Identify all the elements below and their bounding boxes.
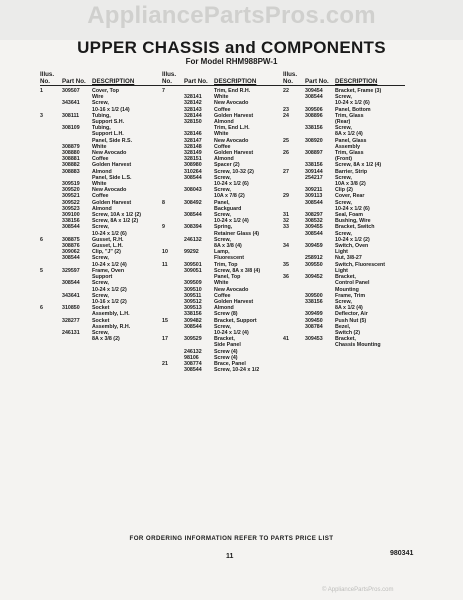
part-no xyxy=(62,336,92,342)
illus-no: 22 xyxy=(283,88,289,94)
description: Golden Harvest xyxy=(92,199,132,206)
part-no: 328144 xyxy=(184,112,202,119)
part-no: 309521 xyxy=(62,193,80,200)
document-code: 980341 xyxy=(390,550,414,557)
part-no: 308920 xyxy=(305,137,323,144)
description: 10-16 x 1/2 (2) xyxy=(92,298,127,305)
description: Push Nut (5) xyxy=(335,317,367,324)
part-no: 338156 xyxy=(305,125,323,132)
description: Screw, xyxy=(92,280,109,287)
description: 10-24 x 1/2 (2) xyxy=(335,236,370,243)
description: 8A x 1/2 (4) xyxy=(335,305,363,312)
illus-no: 1 xyxy=(40,88,43,94)
part-no: 308544 xyxy=(62,255,80,262)
parts-rows xyxy=(40,88,168,342)
description: 8A x 3/8 (2) xyxy=(92,336,120,343)
description: Golden Harvest xyxy=(92,162,132,169)
description: Mounting xyxy=(335,286,359,293)
description: Bracket, Frame (3) xyxy=(335,88,382,94)
column-header xyxy=(283,70,405,86)
part-no: 328148 xyxy=(184,143,202,150)
part-no: 310850 xyxy=(62,305,80,312)
part-row xyxy=(283,342,405,348)
part-no: 308544 xyxy=(305,199,323,206)
description: Golden Harvest xyxy=(214,112,254,119)
description: Golden Harvest xyxy=(214,150,254,157)
description: Support S.H. xyxy=(92,119,125,126)
description: Screw, xyxy=(335,230,352,237)
description: Screw, xyxy=(92,224,109,231)
illus-no: 27 xyxy=(283,168,289,175)
illus-no: 6 xyxy=(40,236,43,243)
part-row xyxy=(40,336,168,342)
description: New Avocado xyxy=(214,286,249,293)
description: Deflector, Air xyxy=(335,311,368,318)
illus-no: 17 xyxy=(162,336,168,343)
part-no: 343641 xyxy=(62,100,80,107)
part-no: 309453 xyxy=(305,336,323,343)
description: Switch, Oven xyxy=(335,243,369,250)
part-no: 308544 xyxy=(62,224,80,231)
description: Screw, 8A x 3/8 (4) xyxy=(214,267,261,274)
description: White xyxy=(92,143,107,150)
description: Trim, Glass xyxy=(335,150,364,157)
part-no: 308876 xyxy=(62,243,80,250)
description: Spring, xyxy=(214,224,233,231)
part-no: 308043 xyxy=(184,187,202,194)
description: White xyxy=(214,94,229,101)
description: 10-24 x 1/2 (6) xyxy=(335,205,370,212)
part-no: 308544 xyxy=(305,230,323,237)
description: Tubing, xyxy=(92,112,111,119)
description: Screw (8) xyxy=(214,311,238,318)
illus-no: 26 xyxy=(283,150,289,157)
description: Support xyxy=(92,274,113,281)
part-no: 308774 xyxy=(184,360,202,367)
description: Tubing, xyxy=(92,125,111,132)
parts-rows xyxy=(162,88,284,373)
part-no: 343641 xyxy=(62,292,80,299)
description: Cover, Rear xyxy=(335,193,365,200)
part-no: 246132 xyxy=(184,348,202,355)
description: Screw (4) xyxy=(214,354,238,361)
description: 10-24 x 1/2 (4) xyxy=(92,261,127,268)
description: Screw, xyxy=(335,298,352,305)
illus-no-header: Illus. No. xyxy=(162,71,177,85)
description: Coffee xyxy=(214,292,231,299)
illus-no: 24 xyxy=(283,112,289,119)
part-no: 309506 xyxy=(305,106,323,113)
description: Nut, 3/8-27 xyxy=(335,255,362,262)
description: Socket xyxy=(92,305,110,312)
description: Screw, xyxy=(335,174,352,181)
description: New Avocado xyxy=(214,137,249,144)
description: 10-24 x 1/2 (4) xyxy=(214,218,249,225)
part-no: 309482 xyxy=(184,317,202,324)
description: Bracket, xyxy=(335,274,356,281)
part-no: 309455 xyxy=(305,224,323,231)
part-no: 98106 xyxy=(184,354,199,361)
illus-no: 7 xyxy=(162,88,165,94)
description: Coffee xyxy=(92,156,109,163)
illus-no: 31 xyxy=(283,212,289,219)
part-no: 308544 xyxy=(184,323,202,330)
part-no: 310264 xyxy=(184,168,202,175)
illus-no: 35 xyxy=(283,261,289,268)
description: Socket xyxy=(92,317,110,324)
description: 8A x 1/2 (4) xyxy=(335,131,363,138)
part-no: 328147 xyxy=(184,137,202,144)
description: Wire xyxy=(92,94,104,101)
description: Screw, xyxy=(92,255,109,262)
part-no: 308544 xyxy=(184,212,202,219)
description: Screw, 10-32 (2) xyxy=(214,168,254,175)
description: Screw, xyxy=(214,174,231,181)
part-no: 308875 xyxy=(62,236,80,243)
part-no: 258912 xyxy=(305,255,323,262)
part-no: 309454 xyxy=(305,88,323,94)
part-no: 309529 xyxy=(184,336,202,343)
part-no: 309211 xyxy=(305,187,323,194)
part-no: 309522 xyxy=(62,199,80,206)
illus-no-header: Illus. No. xyxy=(283,71,298,85)
description: Panel, Top xyxy=(214,274,241,281)
part-no-header: Part No. xyxy=(184,78,208,85)
part-no: 308882 xyxy=(62,162,80,169)
illus-no: 21 xyxy=(162,360,168,367)
description: Backguard xyxy=(214,205,242,212)
part-no: 309523 xyxy=(62,205,80,212)
part-no-header: Part No. xyxy=(305,78,329,85)
model-line: For Model RHM988PW-1 xyxy=(185,57,278,66)
description: Bezel, xyxy=(335,323,351,330)
part-no: 309513 xyxy=(184,305,202,312)
description: Screw, 10A x 1/2 (2) xyxy=(92,212,142,219)
description: Panel, Side L.S. xyxy=(92,174,132,181)
description: Light xyxy=(335,249,348,256)
page-title: UPPER CHASSIS and COMPONENTS xyxy=(77,38,386,57)
part-no: 309501 xyxy=(184,261,202,268)
description: White xyxy=(214,280,229,287)
illus-no xyxy=(40,336,62,342)
part-no: 309452 xyxy=(305,274,323,281)
part-no: 246132 xyxy=(184,236,202,243)
description: Coffee xyxy=(214,143,231,150)
part-no: 338156 xyxy=(305,298,323,305)
description: Screw, xyxy=(92,100,109,107)
part-no: 308544 xyxy=(62,280,80,287)
part-no: 309450 xyxy=(305,317,323,324)
part-no: 308883 xyxy=(62,168,80,175)
part-no: 328142 xyxy=(184,100,202,107)
description: Almond xyxy=(92,205,112,212)
illus-no: 15 xyxy=(162,317,168,324)
part-no: 308881 xyxy=(62,156,80,163)
description: Fluorescent xyxy=(214,255,245,262)
parts-rows xyxy=(283,88,405,349)
description: 10-24 x 1/2 (2) xyxy=(92,286,127,293)
description: White xyxy=(214,131,229,138)
illus-no-header: Illus. No. xyxy=(40,71,55,85)
part-no: 308880 xyxy=(62,150,80,157)
description: Frame, Trim xyxy=(335,292,366,299)
description: Bracket, Support xyxy=(214,317,257,324)
description: Retainer Glass (4) xyxy=(214,230,260,237)
description: Screw, xyxy=(335,94,352,101)
description: Brace, Panel xyxy=(214,360,246,367)
part-no: 309550 xyxy=(305,261,323,268)
illus-no: 8 xyxy=(162,199,165,206)
part-no: 309512 xyxy=(184,298,202,305)
description: (Rear) xyxy=(335,119,351,126)
part-no: 308544 xyxy=(184,174,202,181)
description: New Avocado xyxy=(92,187,127,194)
part-no: 338156 xyxy=(62,218,80,225)
description: Trim, End R.H. xyxy=(214,88,251,94)
part-no xyxy=(305,342,335,348)
illus-no: 29 xyxy=(283,193,289,200)
part-no: 308111 xyxy=(62,112,80,119)
bottom-watermark: © AppliancePartsPros.com xyxy=(322,587,394,593)
part-no: 309509 xyxy=(184,280,202,287)
illus-no xyxy=(283,342,305,348)
part-no: 328141 xyxy=(184,94,202,101)
part-no: 338156 xyxy=(184,311,202,318)
part-no: 328150 xyxy=(184,119,202,126)
part-no: 309062 xyxy=(62,249,80,256)
part-no: 309113 xyxy=(305,193,323,200)
page-number: 11 xyxy=(226,553,234,560)
illus-no: 9 xyxy=(162,224,165,231)
description: Frame, Oven xyxy=(92,267,125,274)
parts-column-2 xyxy=(162,70,284,373)
part-no: 329597 xyxy=(62,267,80,274)
part-no: 308544 xyxy=(184,367,202,374)
ordering-footer: FOR ORDERING INFORMATION REFER TO PARTS PRICE LIST xyxy=(129,535,334,542)
illus-no: 11 xyxy=(162,261,168,268)
description: Clip (2) xyxy=(335,187,353,194)
description: 10-24 x 1/2 (6) xyxy=(92,230,127,237)
part-no: 308544 xyxy=(305,94,323,101)
description: Trim, Top xyxy=(214,261,238,268)
description-header: DESCRIPTION xyxy=(92,78,135,85)
description: 10A x 3/8 (2) xyxy=(335,181,366,188)
description: Coffee xyxy=(214,106,231,113)
description: Screw, xyxy=(214,323,231,330)
description: Clip, "J" (2) xyxy=(92,249,121,256)
description: Coffee xyxy=(92,193,109,200)
description: Screw, xyxy=(335,199,352,206)
part-no: 309144 xyxy=(305,168,323,175)
part-no: 309507 xyxy=(62,88,80,94)
description: Screw, xyxy=(335,125,352,132)
description: Switch (2) xyxy=(335,329,361,336)
illus-no: 10 xyxy=(162,249,168,256)
description: 8A x 3/8 (4) xyxy=(214,243,242,250)
description: Assembly, L.H. xyxy=(92,311,130,318)
description: 10-24 x 1/2 (6) xyxy=(214,181,249,188)
description: Bracket, xyxy=(335,336,356,343)
part-no: 309051 xyxy=(184,267,202,274)
part-no: 254217 xyxy=(305,174,323,181)
site-watermark: AppliancePartsPros.com xyxy=(87,2,376,29)
description: 10A x 7/8 (2) xyxy=(214,193,245,200)
illus-no: 33 xyxy=(283,224,289,231)
description: 10-16 x 1/2 (14) xyxy=(92,106,130,113)
part-no: 309511 xyxy=(184,292,202,299)
description: Side Panel xyxy=(214,342,241,349)
parts-column-3 xyxy=(283,70,405,349)
description: Panel, xyxy=(214,199,230,206)
part-no: 309500 xyxy=(305,292,323,299)
part-no: 246131 xyxy=(62,329,80,336)
part-no: 309499 xyxy=(305,311,323,318)
description: Switch, Fluorescent xyxy=(335,261,386,268)
part-no: 309519 xyxy=(62,181,80,188)
description: 10-24 x 1/2 (6) xyxy=(335,100,370,107)
description-header: DESCRIPTION xyxy=(335,78,378,85)
description: Panel, Bottom xyxy=(335,106,371,113)
part-no: 308109 xyxy=(62,125,80,132)
part-no: 328149 xyxy=(184,150,202,157)
description: Lamp, xyxy=(214,249,230,256)
description: White xyxy=(92,181,107,188)
description: (Front) xyxy=(335,156,353,163)
description: Screw, xyxy=(92,292,109,299)
illus-no: 3 xyxy=(40,112,43,119)
part-no: 338156 xyxy=(305,162,323,169)
part-no: 309520 xyxy=(62,187,80,194)
description: Screw, 10-24 x 1/2 xyxy=(214,367,260,374)
part-no: 309100 xyxy=(62,212,80,219)
description: Bracket, Switch xyxy=(335,224,375,231)
description: Assembly, R.H. xyxy=(92,323,131,330)
description: New Avocado xyxy=(92,150,127,157)
part-no: 309510 xyxy=(184,286,202,293)
part-no: 328143 xyxy=(184,106,202,113)
part-no: 308532 xyxy=(305,218,323,225)
description: Control Panel xyxy=(335,280,370,287)
description: Assembly xyxy=(335,143,361,150)
description: Almond xyxy=(214,305,234,312)
description: Seal, Foam xyxy=(335,212,363,219)
description: Screw, xyxy=(214,187,231,194)
description: Screw (4) xyxy=(214,348,238,355)
part-no: 308492 xyxy=(184,199,202,206)
part-no: 308897 xyxy=(305,150,323,157)
description: Screw, xyxy=(214,236,231,243)
part-no: 328151 xyxy=(184,156,202,163)
part-no-header: Part No. xyxy=(62,78,86,85)
illus-no: 36 xyxy=(283,274,289,281)
illus-no: 32 xyxy=(283,218,289,225)
part-no: 308896 xyxy=(305,112,323,119)
illus-no: 25 xyxy=(283,137,289,144)
description: Gusset, L.H. xyxy=(92,243,123,250)
description: Trim, End L.H. xyxy=(214,125,250,132)
description: Golden Harvest xyxy=(214,298,254,305)
column-header xyxy=(40,70,168,86)
description: Panel, Glass xyxy=(335,137,367,144)
part-no: 308879 xyxy=(62,143,80,150)
illus-no: 41 xyxy=(283,336,289,343)
parts-column-1 xyxy=(40,70,168,342)
illus-no: 6 xyxy=(40,305,43,312)
description: Panel, Side R.S. xyxy=(92,137,133,144)
description: Screw, xyxy=(92,329,109,336)
description: Support L.H. xyxy=(92,131,124,138)
description: Gusset, R.H. xyxy=(92,236,124,243)
part-no: 99292 xyxy=(184,249,199,256)
description: Barrier, Strip xyxy=(335,168,368,175)
description: Screw, xyxy=(214,212,231,219)
description: Almond xyxy=(214,119,234,126)
description: Bracket, xyxy=(214,336,235,343)
description: Almond xyxy=(92,168,112,175)
description: Screw, 8A x 1/2 (4) xyxy=(335,162,382,169)
part-no: 328277 xyxy=(62,317,80,324)
part-no: 308980 xyxy=(184,162,202,169)
illus-no xyxy=(162,367,184,373)
description: Screw, 8A x 1/2 (2) xyxy=(92,218,139,225)
description: Light xyxy=(335,267,348,274)
part-no: 309459 xyxy=(305,243,323,250)
part-no: 308394 xyxy=(184,224,202,231)
description: Almond xyxy=(214,156,234,163)
description: 10-24 x 1/2 (4) xyxy=(214,329,249,336)
description: New Avocado xyxy=(214,100,249,107)
description-header: DESCRIPTION xyxy=(214,78,257,85)
part-row xyxy=(162,367,284,373)
illus-no: 23 xyxy=(283,106,289,113)
part-no: 308784 xyxy=(305,323,323,330)
part-no: 328146 xyxy=(184,131,202,138)
illus-no: 5 xyxy=(40,267,43,274)
description: Spacer (2) xyxy=(214,162,240,169)
description: Cover, Top xyxy=(92,88,119,94)
illus-no: 34 xyxy=(283,243,289,250)
description: Bushing, Wire xyxy=(335,218,371,225)
part-no: 308297 xyxy=(305,212,323,219)
column-header xyxy=(162,70,284,86)
description: Trim, Glass xyxy=(335,112,364,119)
description: Chassis Mounting xyxy=(335,342,381,349)
